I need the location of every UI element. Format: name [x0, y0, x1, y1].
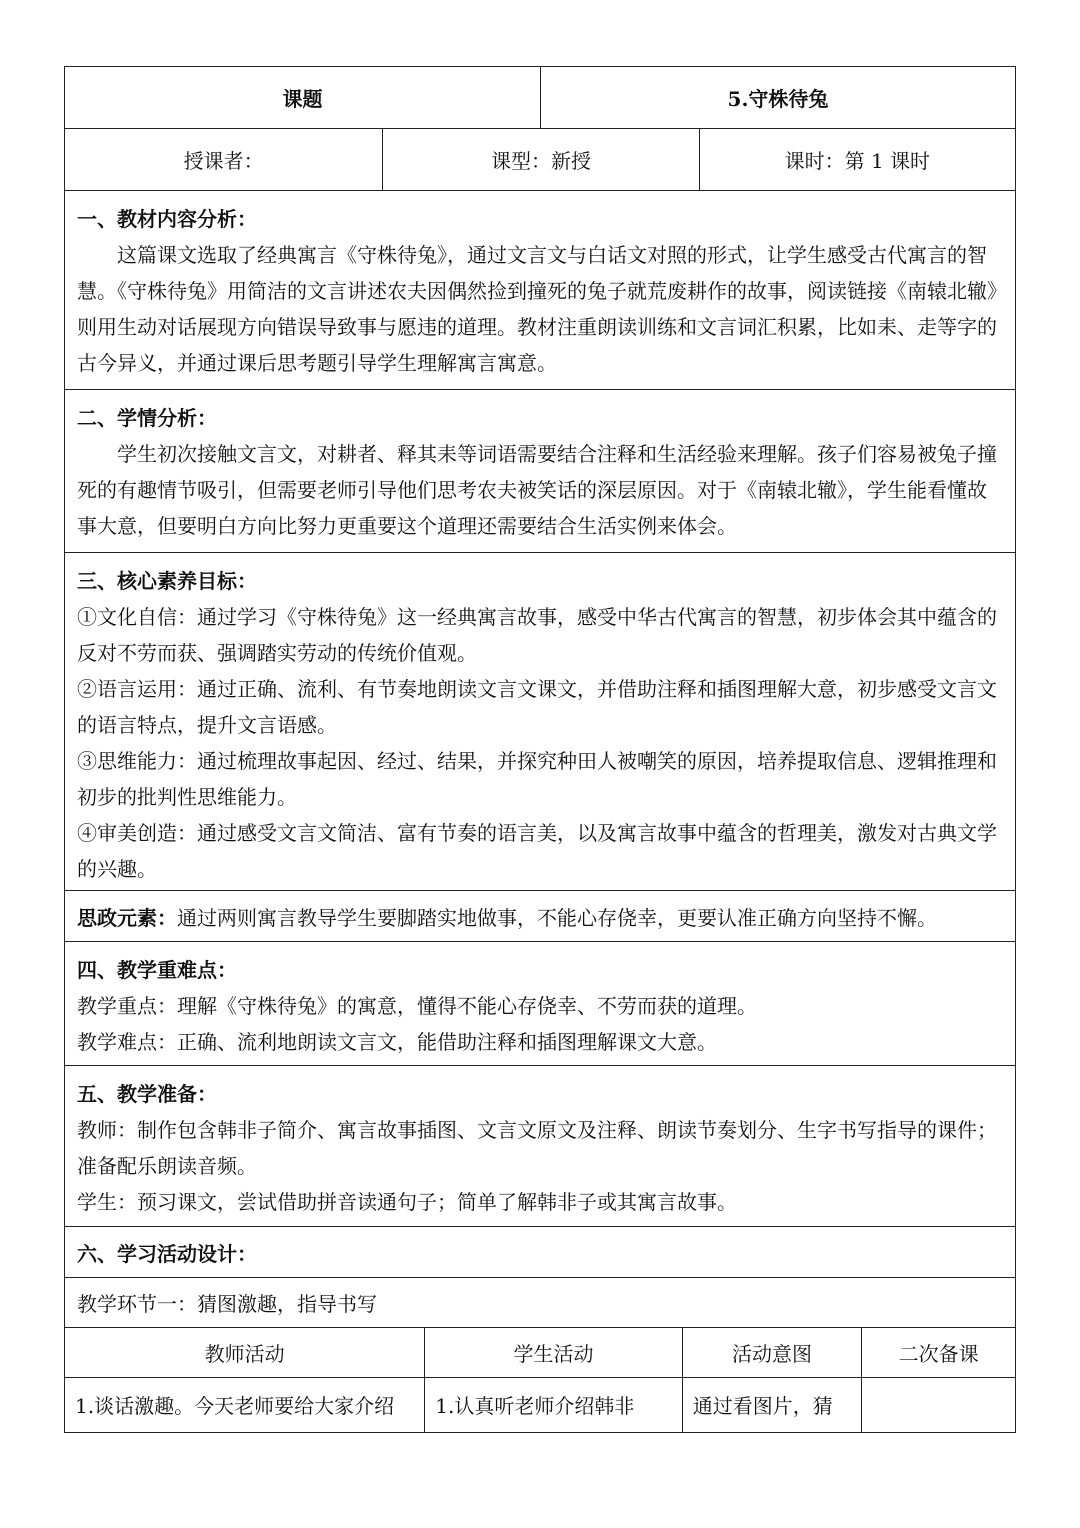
prep-item: 学生：预习课文，尝试借助拼音读通句子；简单了解韩非子或其寓言故事。 [77, 1190, 737, 1214]
preparation-section [64, 1066, 1016, 1227]
activity-row [64, 1378, 1016, 1433]
step1-label: 教学环节一：猜图激趣，指导书写 [77, 1292, 377, 1316]
keypoint-item: 教学重点：理解《守株待兔》的寓意，懂得不能心存侥幸、不劳而获的道理。 [77, 994, 757, 1018]
col-intent: 活动意图 [682, 1328, 862, 1377]
goal-item: ②语言运用：通过正确、流利、有节奏地朗读文言文课文，并借助注释和插图理解大意，初步感受文言文的语言特点，提升文言语感。 [77, 677, 997, 737]
material-text: 这篇课文选取了经典寓言《守株待兔》，通过文言文与白话文对照的形式，让学生感受古代寓言的智慧。《守株待兔》用简洁的文言讲述农夫因偶然捡到撞死的兔子就荒废耕作的故事，阅读链接《南辕北辙》则用生动对话展现方向错误导致事与愿违的道理。教材注重朗读训练和文言词汇积累，比如耒、走等字的古今异义，并通过课后思考题引导学生理解寓言寓意。 [77, 243, 997, 375]
key-points-section [64, 942, 1016, 1066]
goals-title: 三、核心素养目标： [77, 569, 257, 593]
prep-title: 五、教学准备： [77, 1082, 217, 1106]
col-student-activity: 学生活动 [424, 1328, 681, 1377]
step1-row [64, 1278, 1016, 1328]
student-activity-cell: 1.认真听老师介绍韩非 [424, 1378, 681, 1432]
activity-title: 六、学习活动设计： [77, 1241, 257, 1266]
ideology-text: 通过两则寓言教导学生要脚踏实地做事，不能心存侥幸，更要认准正确方向坚持不懈。 [177, 905, 937, 930]
teacher-activity-cell: 1.谈话激趣。今天老师要给大家介绍 [75, 1394, 395, 1418]
goal-item: ①文化自信：通过学习《守株待兔》这一经典寓言故事，感受中华古代寓言的智慧，初步体会其中蕴含的反对不劳而获、强调踏实劳动的传统价值观。 [77, 605, 997, 665]
col-teacher-activity: 教师活动 [204, 1342, 285, 1366]
lesson-type: 课型：新授 [382, 129, 698, 190]
learners-title: 二、学情分析： [77, 406, 217, 430]
lesson-period: 课时：第 1 课时 [699, 129, 1015, 190]
material-analysis-section [64, 191, 1016, 390]
activity-header-row [64, 1328, 1016, 1378]
col-second-prep: 二次备课 [861, 1328, 1015, 1377]
topic-row [64, 66, 1016, 129]
core-goals-section [64, 553, 1016, 891]
goal-item: ③思维能力：通过梳理故事起因、经过、结果，并探究种田人被嘲笑的原因，培养提取信息、逻辑推理和初步的批判性思维能力。 [77, 749, 997, 809]
meta-row [64, 129, 1016, 191]
topic-value: 5.守株待兔 [540, 67, 1015, 128]
learner-analysis-section [64, 390, 1016, 553]
activity-design-title-row [64, 1227, 1016, 1278]
goal-item: ④审美创造：通过感受文言文简洁、富有节奏的语言美，以及寓言故事中蕴含的哲理美，激发对古典文学的兴趣。 [77, 821, 997, 881]
ideology-section [64, 891, 1016, 942]
ideology-label: 思政元素： [77, 905, 177, 930]
teacher-label: 授课者： [183, 149, 264, 173]
second-prep-cell [861, 1378, 1015, 1432]
keypoint-item: 教学难点：正确、流利地朗读文言文，能借助注释和插图理解课文大意。 [77, 1030, 717, 1054]
material-title: 一、教材内容分析： [77, 207, 257, 231]
keypoints-title: 四、教学重难点： [77, 958, 237, 982]
intent-cell: 通过看图片，猜 [682, 1378, 862, 1432]
prep-item: 教师：制作包含韩非子简介、寓言故事插图、文言文原文及注释、朗读节奏划分、生字书写指导的课件；准备配乐朗读音频。 [77, 1118, 997, 1178]
lesson-plan-table [64, 66, 1016, 1433]
learners-text: 学生初次接触文言文，对耕者、释其耒等词语需要结合注释和生活经验来理解。孩子们容易被兔子撞死的有趣情节吸引，但需要老师引导他们思考农夫被笑话的深层原因。对于《南辕北辙》，学生能看懂故事大意，但要明白方向比努力更重要这个道理还需要结合生活实例来体会。 [77, 442, 997, 538]
topic-label: 课题 [282, 87, 323, 111]
